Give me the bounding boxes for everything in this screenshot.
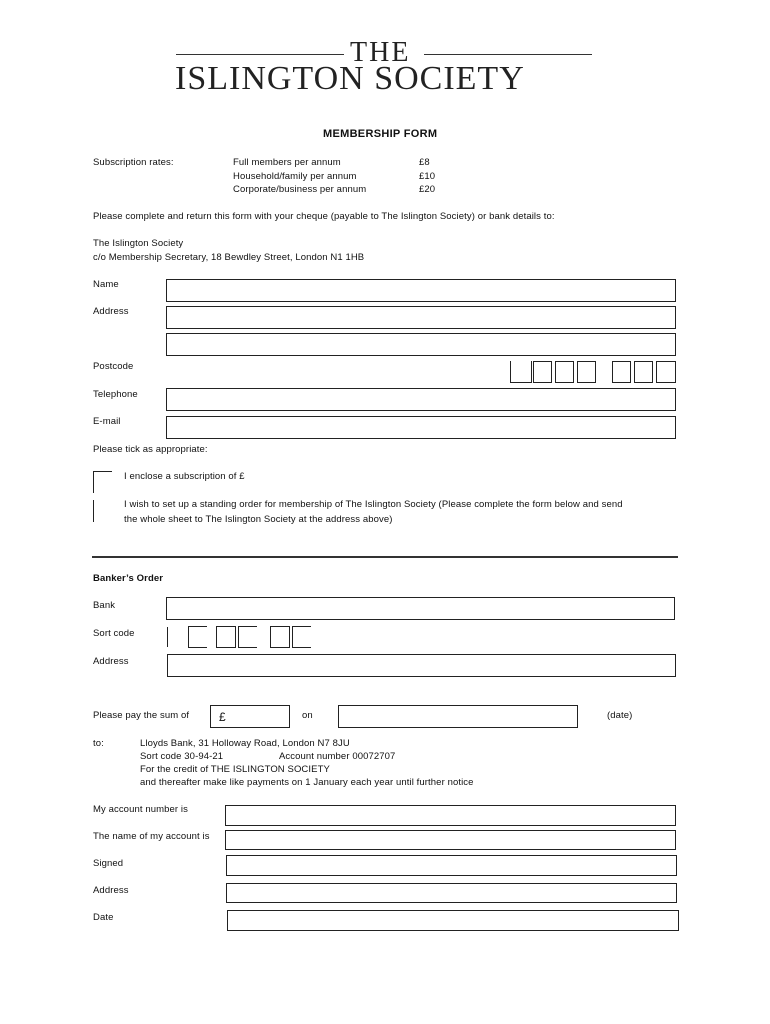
postcode-box[interactable] [533, 361, 552, 383]
address-field-2[interactable] [166, 333, 676, 356]
payee-line-3: For the credit of THE ISLINGTON SOCIETY [140, 764, 330, 775]
bank-address-label: Address [93, 656, 129, 667]
on-label: on [302, 710, 313, 721]
bank-field[interactable] [166, 597, 675, 620]
name-field[interactable] [166, 279, 676, 302]
sort-code-label: Sort code [93, 628, 135, 639]
bank-address-field[interactable] [167, 654, 676, 677]
account-name-label: The name of my account is [93, 831, 210, 842]
name-label: Name [93, 279, 119, 290]
tick-prompt: Please tick as appropriate: [93, 444, 208, 455]
sort-code-box[interactable] [188, 626, 207, 648]
address-line-1: The Islington Society [93, 238, 184, 249]
account-name-field[interactable] [225, 830, 676, 850]
rate-price: £10 [419, 171, 436, 182]
sort-code-box[interactable] [238, 626, 257, 648]
payee-line-1: Lloyds Bank, 31 Holloway Road, London N7 8JU [140, 738, 350, 749]
enclose-option-label: I enclose a subscription of £ [124, 471, 245, 482]
logo-the: THE [350, 37, 411, 68]
address-line-2: c/o Membership Secretary, 18 Bewdley Street, London N1 1HB [93, 252, 365, 263]
payee-account: Account number 00072707 [279, 751, 396, 762]
instructions: Please complete and return this form with your cheque (payable to The Islington Society) or bank details to: [93, 211, 555, 222]
pound-sign: £ [219, 710, 226, 724]
postcode-box[interactable] [510, 361, 532, 383]
address-label: Address [93, 306, 129, 317]
my-account-number-label: My account number is [93, 804, 188, 815]
standing-order-checkbox[interactable] [93, 500, 95, 522]
section-divider [92, 556, 678, 558]
standing-order-label-2: the whole sheet to The Islington Society at the address above) [124, 514, 393, 525]
postcode-box[interactable] [612, 361, 631, 383]
rate-price: £8 [419, 157, 430, 168]
logo-rule-right [424, 54, 592, 55]
start-date-field[interactable] [338, 705, 578, 728]
postcode-box[interactable] [656, 361, 676, 383]
signed-label: Signed [93, 858, 124, 869]
email-field[interactable] [166, 416, 676, 439]
address2-field[interactable] [226, 883, 677, 903]
sort-code-box[interactable] [216, 626, 236, 648]
sort-code-edge [167, 627, 168, 647]
postcode-box[interactable] [634, 361, 653, 383]
telephone-field[interactable] [166, 388, 676, 411]
enclose-checkbox[interactable] [93, 471, 112, 493]
rate-label: Full members per annum [233, 157, 341, 168]
postcode-box[interactable] [577, 361, 596, 383]
standing-order-label-1: I wish to set up a standing order for membership of The Islington Society (Please complete the form below and send [124, 499, 623, 510]
payee-sort-code: Sort code 30-94-21 [140, 751, 224, 762]
rates-label: Subscription rates: [93, 157, 174, 168]
telephone-label: Telephone [93, 389, 138, 400]
to-label: to: [93, 738, 104, 749]
payee-line-4: and thereafter make like payments on 1 January each year until further notice [140, 777, 474, 788]
pay-sum-label: Please pay the sum of [93, 710, 190, 721]
postcode-box[interactable] [555, 361, 574, 383]
page-title: MEMBERSHIP FORM [323, 128, 438, 140]
date-field[interactable] [227, 910, 679, 931]
address-field-1[interactable] [166, 306, 676, 329]
signed-field[interactable] [226, 855, 677, 876]
sort-code-box[interactable] [270, 626, 290, 648]
bank-label: Bank [93, 600, 116, 611]
logo-rule-left [176, 54, 344, 55]
date-hint: (date) [607, 710, 633, 721]
email-label: E-mail [93, 416, 121, 427]
bankers-order-heading: Banker’s Order [93, 573, 164, 584]
rate-price: £20 [419, 184, 436, 195]
address2-label: Address [93, 885, 129, 896]
rate-label: Household/family per annum [233, 171, 357, 182]
sort-code-box[interactable] [292, 626, 311, 648]
date-label: Date [93, 912, 114, 923]
logo-name: ISLINGTON SOCIETY [175, 60, 525, 97]
postcode-label: Postcode [93, 361, 134, 372]
rate-label: Corporate/business per annum [233, 184, 367, 195]
my-account-number-field[interactable] [225, 805, 676, 826]
